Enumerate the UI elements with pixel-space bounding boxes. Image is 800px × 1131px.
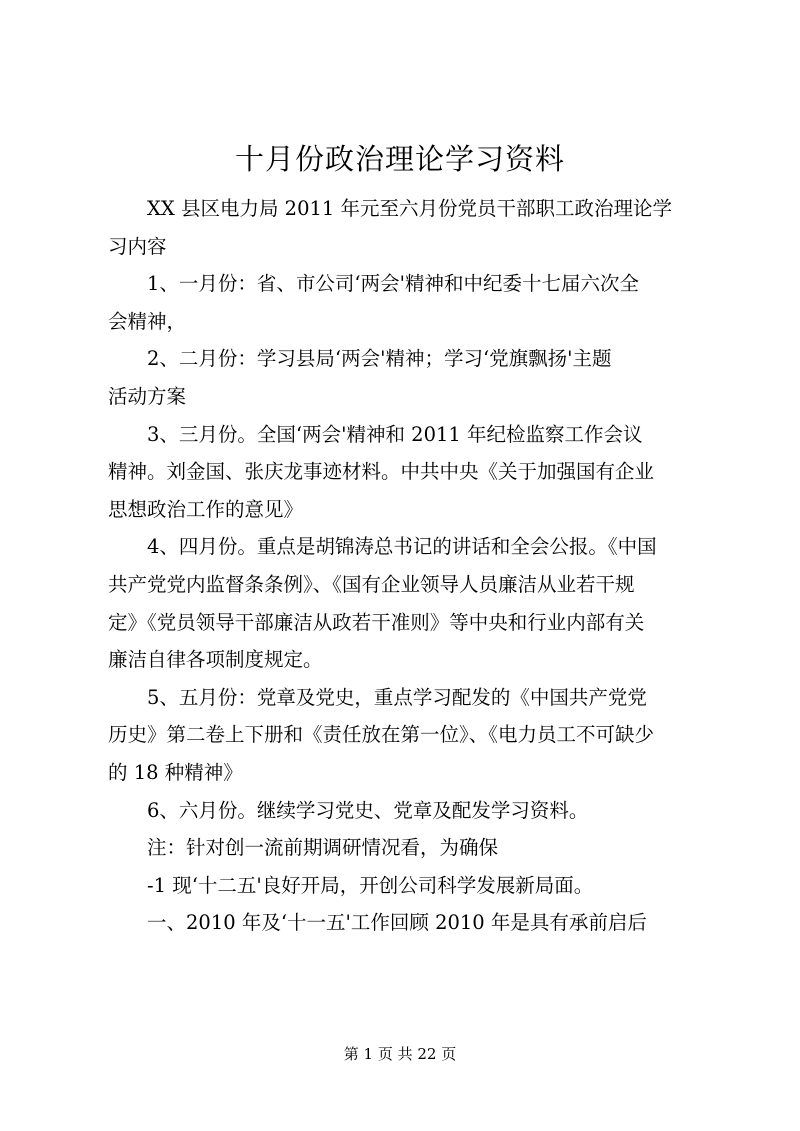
paragraph <box>108 679 700 792</box>
text-line: XX 县区电力局 2011 年元至六月份党员干部职工政治理论学 <box>147 197 672 220</box>
text-line: 廉洁自律各项制度规定。 <box>108 648 323 672</box>
page-footer: 第 1 页 共 22 页 <box>343 1045 457 1063</box>
paragraph <box>108 829 700 867</box>
document-body <box>108 190 700 942</box>
text-line: 4、四月份。重点是胡锦涛总书记的讲话和全会公报。《中国 <box>147 535 657 559</box>
text-line: 2、二月份：学习县局‘两会'精神；学习‘党旗飘扬'主题 <box>147 347 612 371</box>
text-line: 一、2010 年及‘十一五'工作回顾 2010 年是具有承前启后 <box>147 911 647 935</box>
paragraph <box>108 792 700 830</box>
paragraph <box>108 265 700 340</box>
text-line: 注：针对创一流前期调研情况看，为确保 <box>147 836 499 860</box>
text-line: 3、三月份。全国‘两会'精神和 2011 年纪检监察工作会议 <box>147 422 643 446</box>
paragraph <box>108 340 700 415</box>
document-title: 十月份政治理论学习资料 <box>234 142 565 176</box>
text-line: 的 18 种精神》 <box>108 760 243 784</box>
text-line: 习内容 <box>108 234 167 258</box>
paragraph <box>108 190 700 265</box>
text-line: 6、六月份。继续学习党史、党章及配发学习资料。 <box>147 798 589 822</box>
text-line: 1、一月份：省、市公司‘两会'精神和中纪委十七届六次全 <box>147 272 639 296</box>
text-line: 定》《党员领导干部廉洁从政若干准则》等中央和行业内部有关 <box>108 610 645 634</box>
paragraph <box>108 528 700 678</box>
text-line: -1 现‘十二五'良好开局，开创公司科学发展新局面。 <box>147 873 594 897</box>
paragraph <box>108 904 700 942</box>
text-line: 共产党党内监督条条例》、《国有企业领导人员廉洁从业若干规 <box>108 572 635 596</box>
text-line: 精神。刘金国、张庆龙事迹材料。中共中央《关于加强国有企业 <box>108 460 655 484</box>
text-line: 会精神， <box>108 309 187 333</box>
text-line: 5、五月份：党章及党史，重点学习配发的《中国共产党党 <box>147 685 647 709</box>
text-line: 思想政治工作的意见》 <box>108 497 304 521</box>
paragraph <box>108 416 700 529</box>
text-line: 活动方案 <box>108 384 187 408</box>
paragraph <box>108 867 700 905</box>
text-line: 历史》第二卷上下册和《责任放在第一位》、《电力员工不可缺少 <box>108 723 655 747</box>
